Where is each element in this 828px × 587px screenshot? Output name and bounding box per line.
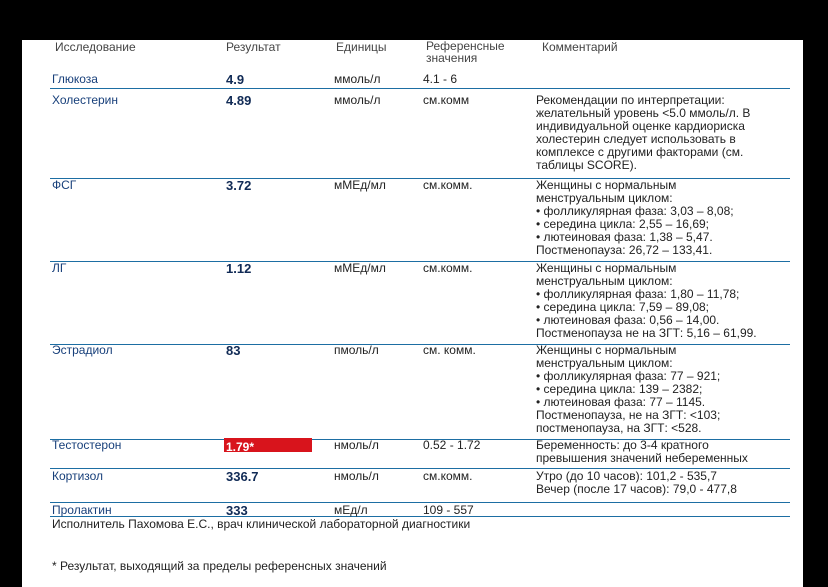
abnormal-result-flag — [224, 438, 312, 452]
units-value: пмоль/л — [334, 343, 379, 357]
comment-line: холестерин следует использовать в — [536, 132, 736, 146]
comment-line: менструальным циклом: — [536, 356, 673, 370]
header-comment: Комментарий — [542, 40, 618, 54]
test-name: Глюкоза — [52, 72, 98, 86]
header-reference: Референсные значения — [426, 40, 505, 65]
units-value: мМЕд/мл — [334, 261, 386, 275]
comment-cell — [536, 344, 791, 435]
table-row — [50, 344, 790, 440]
reference-value: см. комм. — [423, 343, 476, 357]
header-test: Исследование — [55, 40, 136, 54]
result-value: 4.9 — [226, 72, 245, 87]
comment-line: • лютеиновая фаза: 0,56 – 14,00. — [536, 313, 720, 327]
comment-line: • середина цикла: 7,59 – 89,08; — [536, 300, 709, 314]
comment-line: Постменопауза, не на ЗГТ: <103; — [536, 408, 721, 422]
test-name: Холестерин — [52, 93, 118, 107]
comment-line: • фолликулярная фаза: 1,80 – 11,78; — [536, 287, 740, 301]
table-row — [50, 179, 790, 262]
comment-line: Женщины с нормальным — [536, 261, 677, 275]
lab-report-page — [22, 40, 803, 587]
test-name: ЛГ — [52, 261, 67, 275]
reference-value: см.комм. — [423, 178, 473, 192]
test-name: Кортизол — [52, 469, 104, 483]
result-value: 336.7 — [226, 469, 259, 484]
result-value: 1.12 — [226, 261, 252, 276]
table-row — [50, 94, 790, 179]
test-name: Эстрадиол — [52, 343, 113, 357]
comment-cell — [536, 470, 791, 496]
comment-line: Рекомендации по интерпретации: — [536, 93, 725, 107]
comment-line: превышения значений небеременных — [536, 451, 748, 465]
reference-value: 4.1 - 6 — [423, 72, 458, 86]
result-value: 333 — [226, 503, 248, 518]
test-name: ФСГ — [52, 178, 77, 192]
comment-line: Беременность: до 3-4 кратного — [536, 438, 709, 452]
comment-line: Женщины с нормальным — [536, 343, 677, 357]
reference-value: см.комм — [423, 93, 470, 107]
footnote: * Результат, выходящий за пределы референсных значений — [52, 559, 387, 573]
result-value: 3.72 — [226, 178, 252, 193]
table-row — [50, 470, 790, 503]
comment-line: • фолликулярная фаза: 3,03 – 8,08; — [536, 204, 734, 218]
reference-value: см.комм. — [423, 469, 473, 483]
reference-value: 109 - 557 — [423, 503, 474, 517]
comment-line: таблицы SCORE). — [536, 158, 637, 172]
comment-line: индивидуальной оценке кардиориска — [536, 119, 745, 133]
result-value: 1.79* — [226, 440, 255, 454]
result-value: 4.89 — [226, 93, 252, 108]
comment-cell — [536, 262, 791, 340]
reference-value: 0.52 - 1.72 — [423, 438, 481, 452]
table-row — [50, 262, 790, 345]
units-value: мЕд/л — [334, 503, 368, 517]
comment-line: • фолликулярная фаза: 77 – 921; — [536, 369, 721, 383]
table-row — [50, 504, 790, 517]
comment-line: Женщины с нормальным — [536, 178, 677, 192]
comment-cell — [536, 439, 791, 465]
comment-line: Постменопауза не на ЗГТ: 5,16 – 61,99. — [536, 326, 757, 340]
comment-line: менструальным циклом: — [536, 191, 673, 205]
comment-line: Постменопауза: 26,72 – 133,41. — [536, 243, 713, 257]
comment-line: комплексе с другими факторами (см. — [536, 145, 744, 159]
comment-line: Вечер (после 17 часов): 79,0 - 477,8 — [536, 482, 737, 496]
comment-line: Утро (до 10 часов): 101,2 - 535,7 — [536, 469, 717, 483]
header-result: Результат — [226, 40, 281, 54]
comment-line: постменопауза, на ЗГТ: <528. — [536, 421, 702, 435]
test-name: Пролактин — [52, 503, 112, 517]
table-row — [50, 439, 790, 469]
comment-line: • середина цикла: 139 – 2382; — [536, 382, 703, 396]
units-value: нмоль/л — [334, 469, 379, 483]
comment-cell — [536, 94, 791, 172]
comment-line: • лютеиновая фаза: 1,38 – 5,47. — [536, 230, 713, 244]
reference-value: см.комм. — [423, 261, 473, 275]
comment-line: • лютеиновая фаза: 77 – 1145. — [536, 395, 706, 409]
result-value: 83 — [226, 343, 241, 358]
table-row — [50, 73, 790, 89]
comment-line: желательный уровень <5.0 ммоль/л. В — [536, 106, 751, 120]
comment-cell — [536, 179, 791, 257]
units-value: ммоль/л — [334, 72, 381, 86]
performer-line: Исполнитель Пахомова Е.С., врач клинической лабораторной диагностики — [52, 517, 471, 531]
units-value: мМЕд/мл — [334, 178, 386, 192]
header-units: Единицы — [336, 40, 387, 54]
comment-line: менструальным циклом: — [536, 274, 673, 288]
units-value: нмоль/л — [334, 438, 379, 452]
units-value: ммоль/л — [334, 93, 381, 107]
comment-line: • середина цикла: 2,55 – 16,69; — [536, 217, 709, 231]
test-name: Тестостерон — [52, 438, 122, 452]
